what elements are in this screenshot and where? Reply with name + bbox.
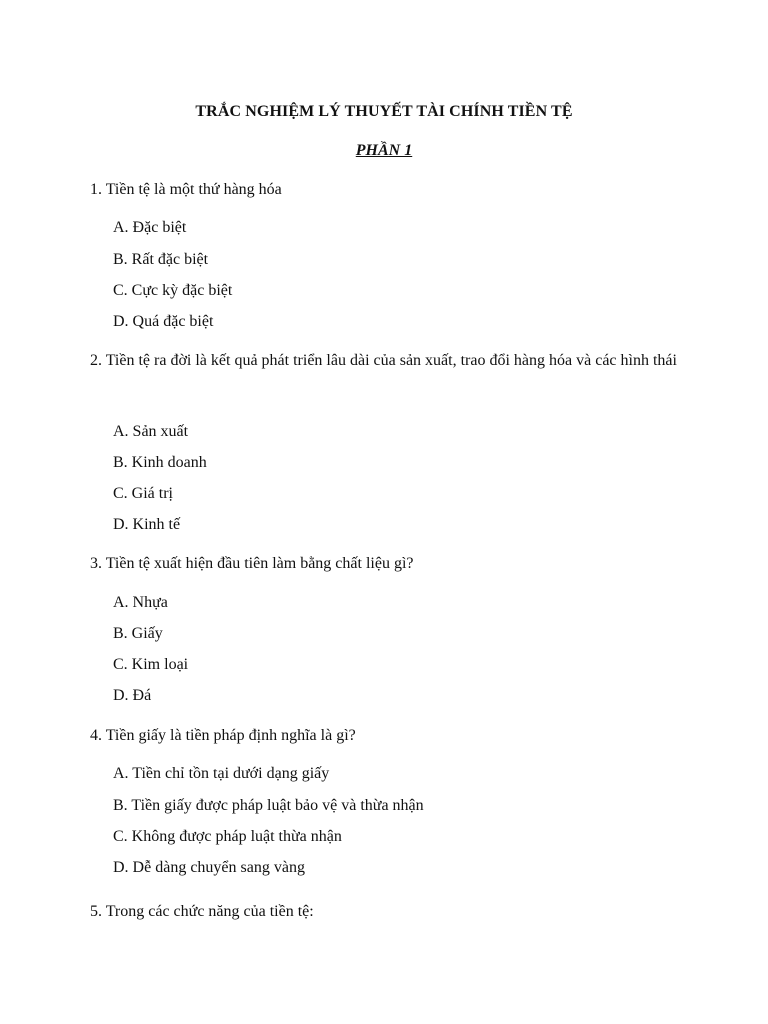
- question-5: 5. Trong các chức năng của tiền tệ:: [90, 903, 314, 920]
- question-3: 3. Tiền tệ xuất hiện đầu tiên làm bằng chất liệu gì?: [90, 555, 414, 572]
- document-title: TRẮC NGHIỆM LÝ THUYẾT TÀI CHÍNH TIỀN TỆ: [195, 103, 573, 120]
- question-2-option-c: C. Giá trị: [113, 485, 173, 502]
- question-3-option-c: C. Kim loại: [113, 656, 189, 673]
- question-1-option-a: A. Đặc biệt: [113, 219, 187, 236]
- question-1-option-c: C. Cực kỳ đặc biệt: [113, 282, 233, 299]
- section-heading: PHẦN 1: [355, 142, 413, 159]
- question-1-option-b: B. Rất đặc biệt: [113, 251, 209, 268]
- question-3-option-d: D. Đá: [113, 687, 152, 704]
- question-3-option-a: A. Nhựa: [113, 594, 168, 611]
- question-3-option-b: B. Giấy: [113, 625, 163, 642]
- question-1-option-d: D. Quá đặc biệt: [113, 313, 214, 330]
- question-2-option-d: D. Kinh tế: [113, 516, 181, 533]
- question-4-option-d: D. Dễ dàng chuyển sang vàng: [113, 859, 305, 876]
- question-4-option-a: A. Tiền chỉ tồn tại dưới dạng giấy: [113, 765, 330, 782]
- question-4-option-c: C. Không được pháp luật thừa nhận: [113, 828, 342, 845]
- question-1: 1. Tiền tệ là một thứ hàng hóa: [90, 181, 282, 198]
- question-4-option-b: B. Tiền giấy được pháp luật bảo vệ và thừa nhận: [113, 797, 424, 814]
- question-2-option-b: B. Kinh doanh: [113, 454, 207, 471]
- question-2: 2. Tiền tệ ra đời là kết quả phát triển lâu dài của sản xuất, trao đổi hàng hóa và các hình thái: [90, 352, 677, 369]
- question-2-option-a: A. Sản xuất: [113, 423, 189, 440]
- question-4: 4. Tiền giấy là tiền pháp định nghĩa là gì?: [90, 727, 356, 744]
